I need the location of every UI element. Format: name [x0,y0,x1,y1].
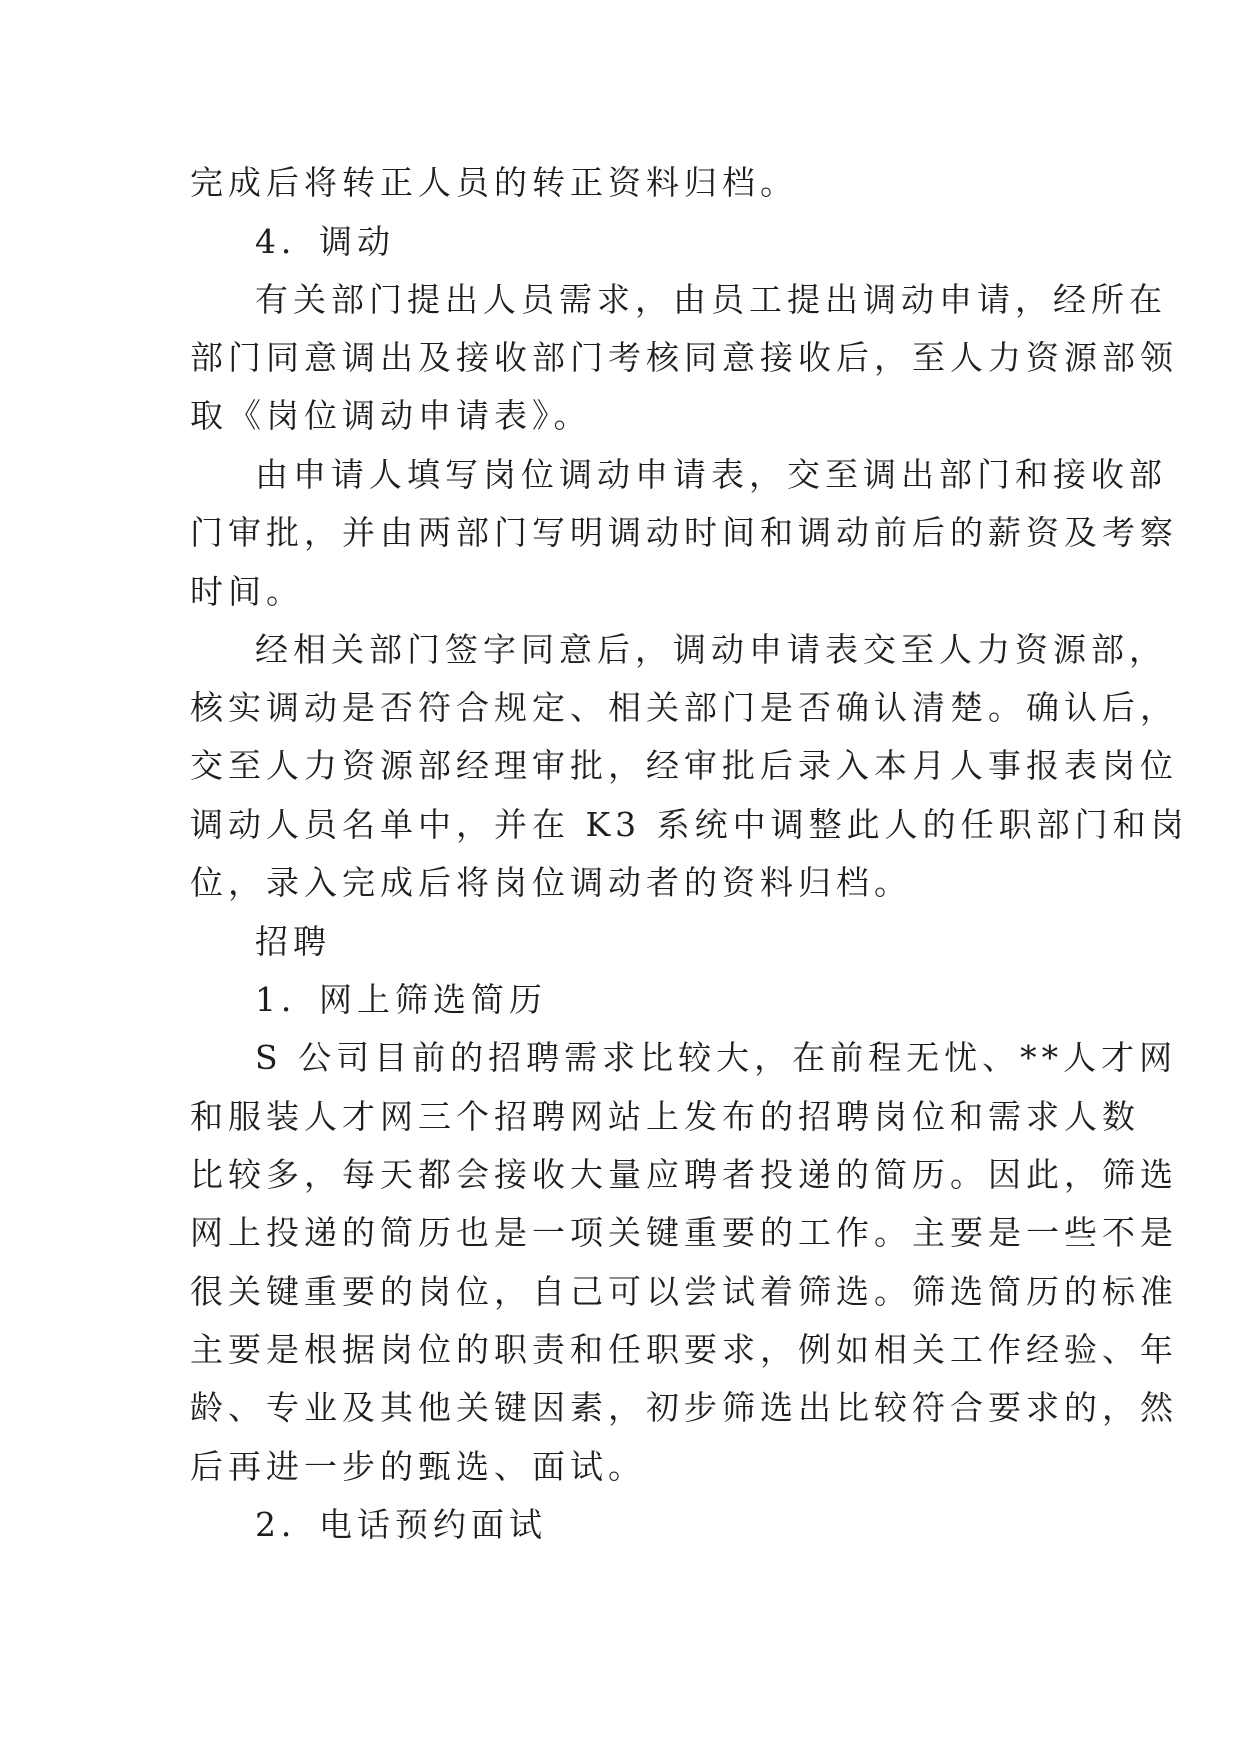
paragraph-line: 比较多，每天都会接收大量应聘者投递的简历。因此，筛选 [190,1155,1178,1194]
paragraph-line: 核实调动是否符合规定、相关部门是否确认清楚。确认后， [190,688,1178,727]
paragraph-line: 很关键重要的岗位，自己可以尝试着筛选。筛选简历的标准 [190,1272,1178,1311]
paragraph-line: 网上投递的简历也是一项关键重要的工作。主要是一些不是 [190,1213,1178,1252]
section-heading: 1．网上筛选简历 [255,980,547,1019]
paragraph-line: S 公司目前的招聘需求比较大，在前程无忧、**人才网 [255,1038,1178,1077]
paragraph-line: 时间。 [190,572,304,611]
section-heading: 4．调动 [255,222,395,261]
paragraph-line: 完成后将转正人员的转正资料归档。 [190,163,798,202]
paragraph-line: 取《岗位调动申请表》。 [190,396,592,435]
paragraph-line: 龄、专业及其他关键因素，初步筛选出比较符合要求的，然 [190,1388,1178,1427]
paragraph-line: 经相关部门签字同意后，调动申请表交至人力资源部， [255,630,1167,669]
paragraph-line: 位，录入完成后将岗位调动者的资料归档。 [190,863,912,902]
paragraph-line: 调动人员名单中，并在 K3 系统中调整此人的任职部门和岗 [190,805,1189,844]
paragraph-line: 有关部门提出人员需求，由员工提出调动申请，经所在 [255,280,1167,319]
paragraph-line: 部门同意调出及接收部门考核同意接收后，至人力资源部领 [190,338,1178,377]
section-heading: 2．电话预约面试 [255,1505,547,1544]
paragraph-line: 交至人力资源部经理审批，经审批后录入本月人事报表岗位 [190,746,1178,785]
paragraph-line: 由申请人填写岗位调动申请表，交至调出部门和接收部 [255,455,1167,494]
paragraph-line: 后再进一步的甄选、面试。 [190,1447,646,1486]
paragraph-line: 和服装人才网三个招聘网站上发布的招聘岗位和需求人数 [190,1097,1140,1136]
section-heading: 招聘 [255,922,331,961]
paragraph-line: 门审批，并由两部门写明调动时间和调动前后的薪资及考察 [190,513,1178,552]
paragraph-line: 主要是根据岗位的职责和任职要求，例如相关工作经验、年 [190,1330,1178,1369]
